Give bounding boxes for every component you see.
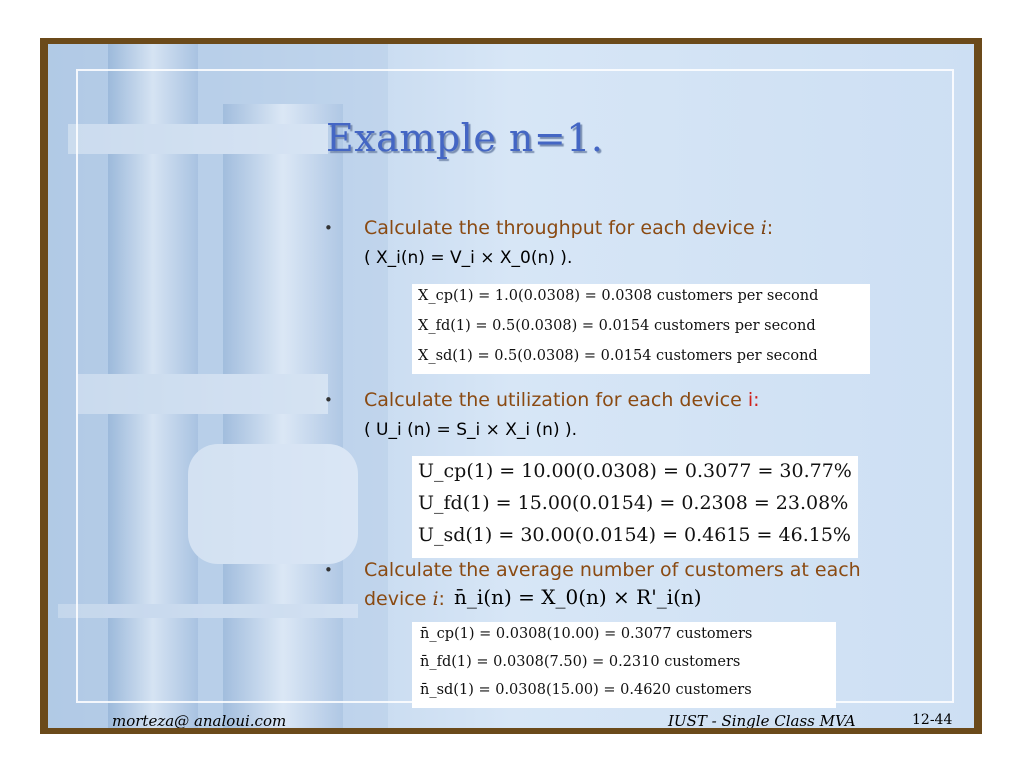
result-row: n̄_sd(1) = 0.0308(15.00) = 0.4620 customers — [420, 682, 752, 698]
littles-law-formula: n̄_i(n) = X_0(n) × R'_i(n) — [454, 585, 702, 609]
utilization-law-formula: ( U_i (n) = S_i × X_i (n) ). — [364, 420, 578, 440]
result-row: U_fd(1) = 15.00(0.0154) = 0.2308 = 23.08% — [418, 492, 849, 514]
result-row: n̄_fd(1) = 0.0308(7.50) = 0.2310 customers — [420, 654, 741, 670]
result-row: X_fd(1) = 0.5(0.0308) = 0.0154 customers per second — [418, 318, 816, 334]
result-row: n̄_cp(1) = 0.0308(10.00) = 0.3077 customers — [420, 626, 753, 642]
bullet-utilization: • Calculate the utilization for each device i: — [324, 386, 924, 415]
result-row: X_cp(1) = 1.0(0.0308) = 0.0308 customers per second — [418, 288, 819, 304]
throughput-results — [412, 284, 870, 374]
bullet-throughput: • Calculate the throughput for each device i: — [324, 214, 924, 243]
slide-frame — [40, 38, 982, 734]
slide — [48, 44, 974, 728]
bullet-dot-icon: • — [324, 219, 333, 237]
utilization-results — [412, 456, 858, 558]
result-row: U_cp(1) = 10.00(0.0308) = 0.3077 = 30.77% — [418, 460, 852, 482]
bullet-text: Calculate the average number of customers at each device — [364, 559, 861, 610]
footer-email: morteza@ analoui.com — [112, 712, 287, 728]
slide-title: Example n=1. — [326, 116, 604, 160]
bullet-variable: i — [760, 217, 767, 239]
throughput-law-formula: ( X_i(n) = V_i × X_0(n) ). — [364, 248, 573, 268]
footer-page-number: 12-44 — [912, 712, 953, 728]
result-row: X_sd(1) = 0.5(0.0308) = 0.0154 customers per second — [418, 348, 818, 364]
bullet-variable: i — [747, 389, 754, 411]
customers-results — [412, 622, 836, 708]
bullet-text: Calculate the utilization for each device — [364, 389, 748, 411]
bullet-text: Calculate the throughput for each device — [364, 217, 761, 239]
footer-course: IUST - Single Class MVA — [668, 712, 856, 728]
bullet-average-customers: • Calculate the average number of customers at each device i: — [324, 556, 924, 614]
bullet-variable: i — [432, 588, 439, 610]
result-row: U_sd(1) = 30.00(0.0154) = 0.4615 = 46.15% — [418, 524, 851, 546]
bullet-dot-icon: • — [324, 391, 333, 409]
bullet-dot-icon: • — [324, 561, 333, 579]
